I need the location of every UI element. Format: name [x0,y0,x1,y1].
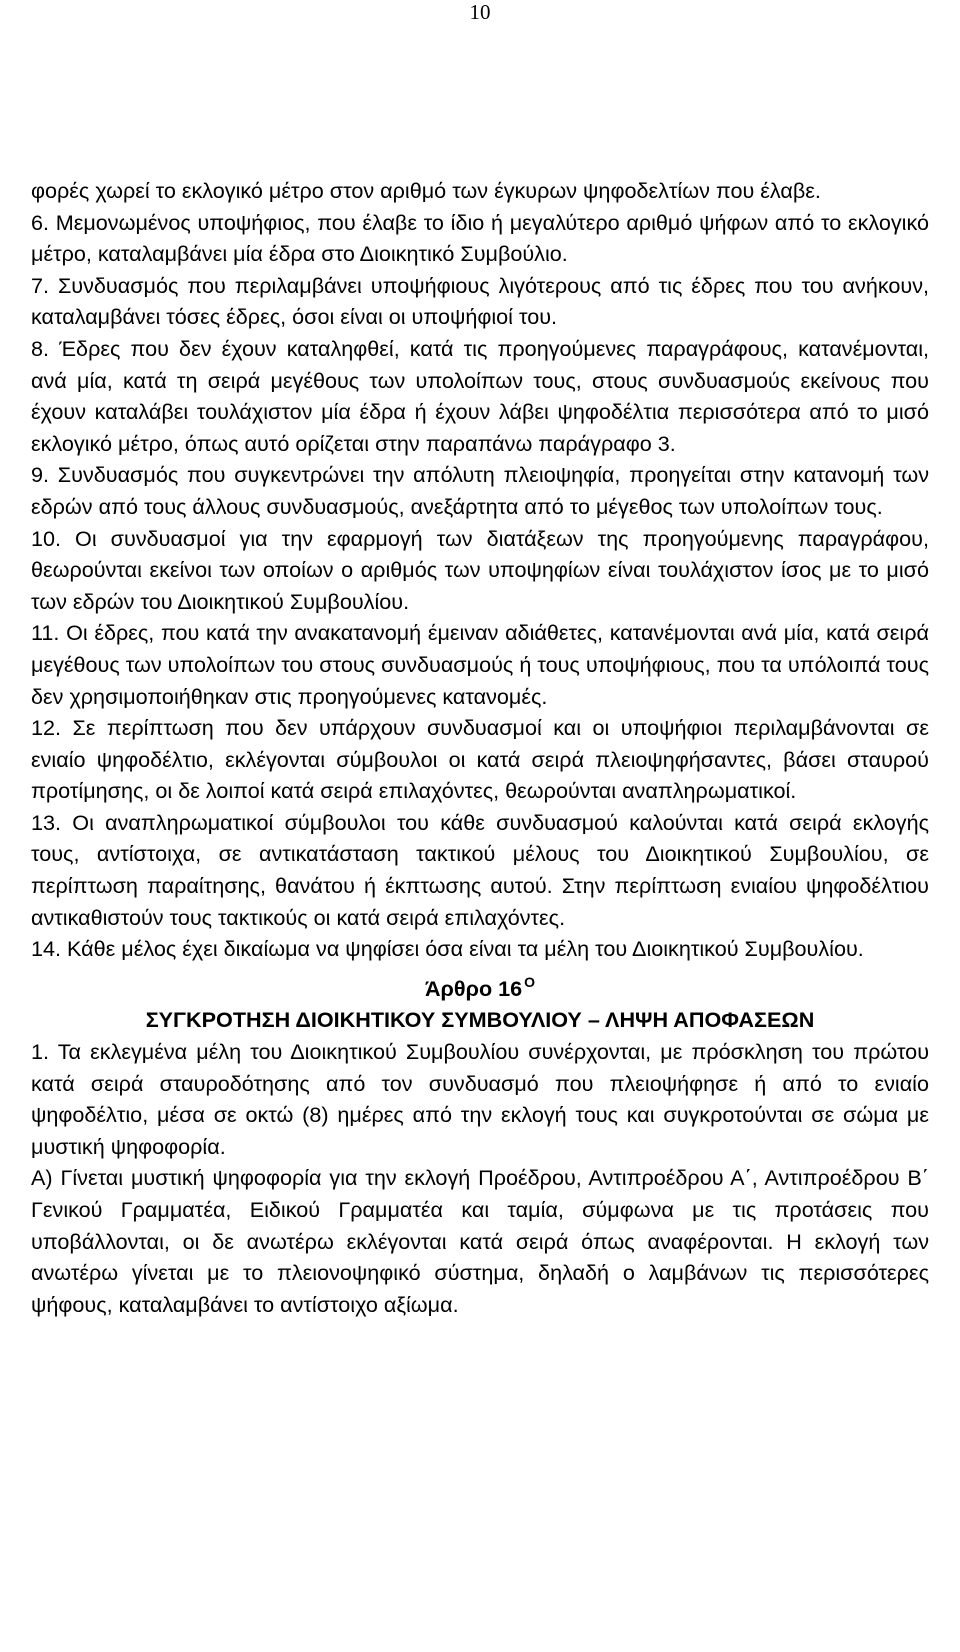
paragraph-12: 12. Σε περίπτωση που δεν υπάρχουν συνδυασμοί και οι υποψήφιοι περιλαμβάνονται σε ενιαίο ψηφοδέλτιο, εκλέγονται σύμβουλοι οι κατά σειρά πλειοψηφήσαντες, βάσει σταυρού προτίμησης, οι δε λοιποί κατά σειρά επιλαχόντες, θεωρούνται αναπληρωματικοί. [31,715,929,804]
article-title [31,973,929,1005]
article-subtitle: ΣΥΓΚΡΟΤΗΣΗ ΔΙΟΙΚΗΤΙΚΟΥ ΣΥΜΒΟΥΛΙΟΥ – ΛΗΨΗ ΑΠΟΦΑΣΕΩΝ [145,1007,815,1033]
article-title-text: Άρθρο 16 [424,975,523,1001]
paragraph-6: 6. Μεμονωμένος υποψήφιος, που έλαβε το ίδιο ή μεγαλύτερο αριθμό ψήφων από το εκλογικό μέτρο, καταλαμβάνει μία έδρα στο Διοικητικό Συμβούλιο. [31,209,929,267]
paragraph-8: 8. Έδρες που δεν έχουν καταληφθεί, κατά τις προηγούμενες παραγράφους, κατανέμονται, ανά μία, κατά τη σειρά μεγέθους των υπολοίπων τους, στους συνδυασμούς εκείνους που έχουν καταλάβει τουλάχιστον μία έδρα ή έχουν λάβει ψηφοδέλτια περισσότερα από το μισό εκλογικό μέτρο, όπως αυτό ορίζεται στην παραπάνω παράγραφο 3. [31,335,929,456]
paragraph-14: 14. Κάθε μέλος έχει δικαίωμα να ψηφίσει όσα είναι τα μέλη του Διοικητικού Συμβουλίου. [31,936,864,962]
article-title-superscript: Ο [524,973,536,990]
paragraph-7: 7. Συνδυασμός που περιλαμβάνει υποψήφιους λιγότερους από τις έδρες που του ανήκουν, καταλαμβάνει τόσες έδρες, όσοι είναι οι υποψήφιοί του. [31,272,929,330]
article-paragraph-a: Α) Γίνεται μυστική ψηφοφορία για την εκλογή Προέδρου, Αντιπροέδρου Α΄, Αντιπροέδρου Β΄ Γενικού Γραμματέα, Ειδικού Γραμματέα και ταμία, σύμφωνα με τις προτάσεις που υποβάλλονται, οι δε ανωτέρω εκλέγονται κατά σειρά όπως αναφέρονται. Η εκλογή των ανωτέρω γίνεται με το πλειονοψηφικό σύστημα, δηλαδή ο λαμβάνων τις περισσότερες ψήφους, καταλαμβάνει το αντίστοιχο αξίωμα. [31,1165,929,1317]
paragraph-10: 10. Οι συνδυασμοί για την εφαρμογή των διατάξεων της προηγούμενης παραγράφου, θεωρούνται εκείνοι των οποίων ο αριθμός των υποψηφίων είναι τουλάχιστον ίσος με το μισό των εδρών του Διοικητικού Συμβουλίου. [31,525,929,614]
paragraph-11: 11. Οι έδρες, που κατά την ανακατανομή έμειναν αδιάθετες, κατανέμονται ανά μία, κατά σειρά μεγέθους των υπολοίπων του στους συνδυασμούς ή τους υποψήφιους, που τα υπόλοιπά τους δεν χρησιμοποιήθηκαν στις προηγούμενες κατανομές. [31,620,929,709]
document-body [31,175,929,1320]
paragraph-9: 9. Συνδυασμός που συγκεντρώνει την απόλυτη πλειοψηφία, προηγείται στην κατανομή των εδρών από τους άλλους συνδυασμούς, ανεξάρτητα από το μέγεθος των υπολοίπων τους. [31,462,929,519]
paragraph-continuation: φορές χωρεί το εκλογικό μέτρο στον αριθμό των έγκυρων ψηφοδελτίων που έλαβε. [31,178,821,203]
paragraph-13: 13. Οι αναπληρωματικοί σύμβουλοι του κάθε συνδυασμού καλούνται κατά σειρά εκλογής τους, αντίστοιχα, σε αντικατάσταση τακτικού μέλους του Διοικητικού Συμβουλίου, σε περίπτωση παραίτησης, θανάτου ή έκπτωσης αυτού. Στην περίπτωση ενιαίου ψηφοδέλτιου αντικαθιστούν τους τακτικούς οι κατά σειρά επιλαχόντες. [31,809,929,930]
page-number: 10 [469,0,491,24]
article-paragraph-1: 1. Τα εκλεγμένα μέλη του Διοικητικού Συμβουλίου συνέρχονται, με πρόσκληση του πρώτου κατά σειρά σταυροδότησης από τον συνδυασμό που πλειοψήφησε ή από το ενιαίο ψηφοδέλτιο, μέσα σε οκτώ (8) ημέρες από την εκλογή τους και συγκροτούνται σε σώμα με μυστική ψηφοφορία. [31,1039,929,1159]
